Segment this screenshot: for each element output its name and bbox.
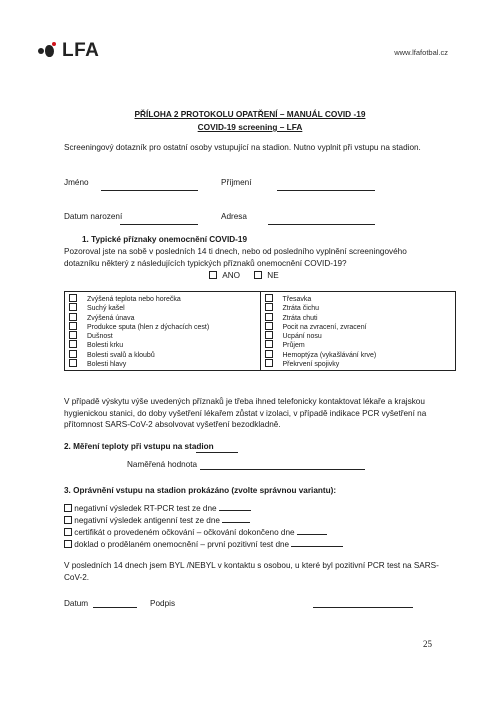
- symptom-item[interactable]: [265, 350, 452, 359]
- symptom-label: Průjem: [282, 342, 305, 350]
- symptom-checkbox[interactable]: [69, 340, 77, 348]
- document-title: PŘÍLOHA 2 PROTOKOLU OPATŘENÍ – MANUÁL COVID -19: [134, 109, 366, 119]
- symptom-label: Hemoptýza (vykašlávání krve): [282, 351, 377, 359]
- symptom-checkbox[interactable]: [265, 350, 273, 358]
- symptom-label: Zvýšená teplota nebo horečka: [87, 296, 181, 303]
- symptom-item[interactable]: [69, 322, 256, 331]
- option-checkbox[interactable]: [64, 504, 72, 512]
- symptom-checkbox[interactable]: [265, 340, 273, 348]
- page-number: 25: [423, 639, 432, 649]
- date-field[interactable]: [93, 607, 137, 608]
- measured-value-field[interactable]: [200, 469, 365, 470]
- birthdate-label: Datum narození: [64, 212, 123, 221]
- instruction-text: V případě výskytu výše uvedených příznaků je třeba ihned telefonicky kontaktovat lékaře a krajskou hygienickou stanici, do doby vyšetření lékařem zůstat v izolaci, v případě indikace PCR vyšetření na přítomnost SARS-CoV-2 absolvovat vyšetření bezodkladně.: [64, 397, 427, 429]
- name-field[interactable]: [101, 190, 198, 191]
- symptom-checkbox[interactable]: [265, 313, 273, 321]
- address-label: Adresa: [221, 212, 247, 221]
- symptom-checkbox[interactable]: [69, 359, 77, 367]
- symptom-item[interactable]: [69, 340, 256, 349]
- symptom-checkbox[interactable]: [69, 350, 77, 358]
- option-checkbox[interactable]: [64, 528, 72, 536]
- symptom-label: Třesavka: [282, 296, 312, 303]
- surname-label: Příjmení: [221, 178, 252, 187]
- symptoms-left-column: [65, 292, 261, 371]
- symptom-label: Bolesti svalů a kloubů: [87, 351, 155, 359]
- section2-underline: [196, 452, 238, 453]
- entry-option-antigen[interactable]: [64, 515, 250, 527]
- option-label: negativní výsledek RT-PCR test ze dne: [74, 504, 217, 513]
- symptom-item[interactable]: [265, 303, 452, 312]
- option-checkbox[interactable]: [64, 540, 72, 548]
- symptom-label: Bolesti krku: [87, 342, 124, 350]
- symptom-item[interactable]: [265, 359, 452, 368]
- entry-option-recovered[interactable]: [64, 539, 343, 551]
- option-date-field[interactable]: [297, 534, 327, 535]
- symptom-label: Ztráta čichu: [282, 305, 320, 313]
- symptom-item[interactable]: [265, 340, 452, 349]
- name-label: Jméno: [64, 178, 89, 187]
- symptom-item[interactable]: [69, 313, 256, 322]
- measured-value-label: Naměřená hodnota: [127, 460, 198, 469]
- yes-label: ANO: [222, 271, 241, 280]
- symptom-label: Ucpání nosu: [282, 333, 322, 341]
- symptom-label: Pocit na zvracení, zvracení: [282, 323, 367, 331]
- signature-label: Podpis: [150, 599, 176, 608]
- symptom-checkbox[interactable]: [265, 331, 273, 339]
- symptom-item[interactable]: [69, 359, 256, 368]
- symptom-item[interactable]: [265, 313, 452, 322]
- symptom-checkbox[interactable]: [265, 294, 273, 302]
- symptoms-table: [64, 291, 456, 371]
- entry-option-vaccination[interactable]: [64, 527, 327, 539]
- section2-heading: 2. Měření teploty při vstupu na stadion: [64, 442, 214, 451]
- option-date-field[interactable]: [219, 510, 251, 511]
- contact-statement: V posledních 14 dnech jsem BYL /NEBYL v kontaktu s osobou, u které byl pozitivní PCR test na SARS-CoV-2.: [64, 561, 439, 582]
- symptom-checkbox[interactable]: [69, 303, 77, 311]
- symptom-item[interactable]: [69, 303, 256, 312]
- logo-text: LFA: [62, 40, 100, 61]
- document-subtitle: COVID-19 screening – LFA: [197, 122, 303, 132]
- symptom-checkbox[interactable]: [69, 313, 77, 321]
- symptom-label: Ztráta chuti: [282, 314, 318, 322]
- option-label: certifikát o provedeném očkování – očkování dokončeno dne: [74, 528, 295, 537]
- symptom-item[interactable]: [69, 294, 256, 303]
- option-label: negativní výsledek antigenní test ze dne: [74, 516, 220, 525]
- answer-yes-option[interactable]: [209, 270, 240, 282]
- symptom-checkbox[interactable]: [69, 322, 77, 330]
- section1-heading: 1. Typické příznaky onemocnění COVID-19: [82, 235, 248, 244]
- symptom-checkbox[interactable]: [265, 359, 273, 367]
- option-checkbox[interactable]: [64, 516, 72, 524]
- address-field[interactable]: [268, 224, 375, 225]
- surname-field[interactable]: [277, 190, 375, 191]
- symptom-checkbox[interactable]: [69, 331, 77, 339]
- symptom-item[interactable]: [69, 331, 256, 340]
- symptom-item[interactable]: [265, 294, 452, 303]
- no-checkbox[interactable]: [254, 271, 262, 279]
- entry-option-pcr[interactable]: [64, 503, 251, 515]
- answer-no-option[interactable]: [254, 270, 279, 282]
- lfa-logo-icon: [38, 41, 60, 61]
- symptom-checkbox[interactable]: [265, 322, 273, 330]
- symptom-label: Suchý kašel: [87, 305, 125, 313]
- symptom-label: Dušnost: [87, 333, 113, 341]
- symptom-checkbox[interactable]: [265, 303, 273, 311]
- signature-field[interactable]: [313, 607, 413, 608]
- website-url[interactable]: www.lfafotbal.cz: [394, 48, 448, 57]
- no-label: NE: [267, 271, 279, 280]
- intro-text: Screeningový dotazník pro ostatní osoby vstupující na stadion. Nutno vyplnit při vstupu na stadion.: [64, 143, 421, 152]
- lfa-logo: [38, 40, 99, 62]
- birthdate-field[interactable]: [120, 224, 198, 225]
- option-date-field[interactable]: [222, 522, 250, 523]
- symptom-label: Produkce sputa (hlen z dýchacích cest): [87, 323, 210, 331]
- option-label: doklad o prodělaném onemocnění – první pozitivní test dne: [74, 540, 290, 549]
- symptoms-right-column: [260, 292, 456, 371]
- symptom-label: Zvýšená únava: [87, 314, 135, 322]
- symptom-label: Bolesti hlavy: [87, 361, 127, 369]
- yes-checkbox[interactable]: [209, 271, 217, 279]
- symptom-item[interactable]: [265, 331, 452, 340]
- date-label: Datum: [64, 599, 89, 608]
- section1-question: Pozoroval jste na sobě v posledních 14 ti dnech, nebo od posledního vyplnění screeningového dotazníku některý z následujících typických příznaků onemocnění COVID-19?: [64, 247, 407, 268]
- option-date-field[interactable]: [291, 546, 343, 547]
- section3-heading: 3. Oprávnění vstupu na stadion prokázáno (zvolte správnou variantu):: [64, 486, 337, 495]
- symptom-checkbox[interactable]: [69, 294, 77, 302]
- symptom-item[interactable]: [69, 350, 256, 359]
- symptom-label: Překrvení spojivky: [282, 361, 340, 369]
- symptom-item[interactable]: [265, 322, 452, 331]
